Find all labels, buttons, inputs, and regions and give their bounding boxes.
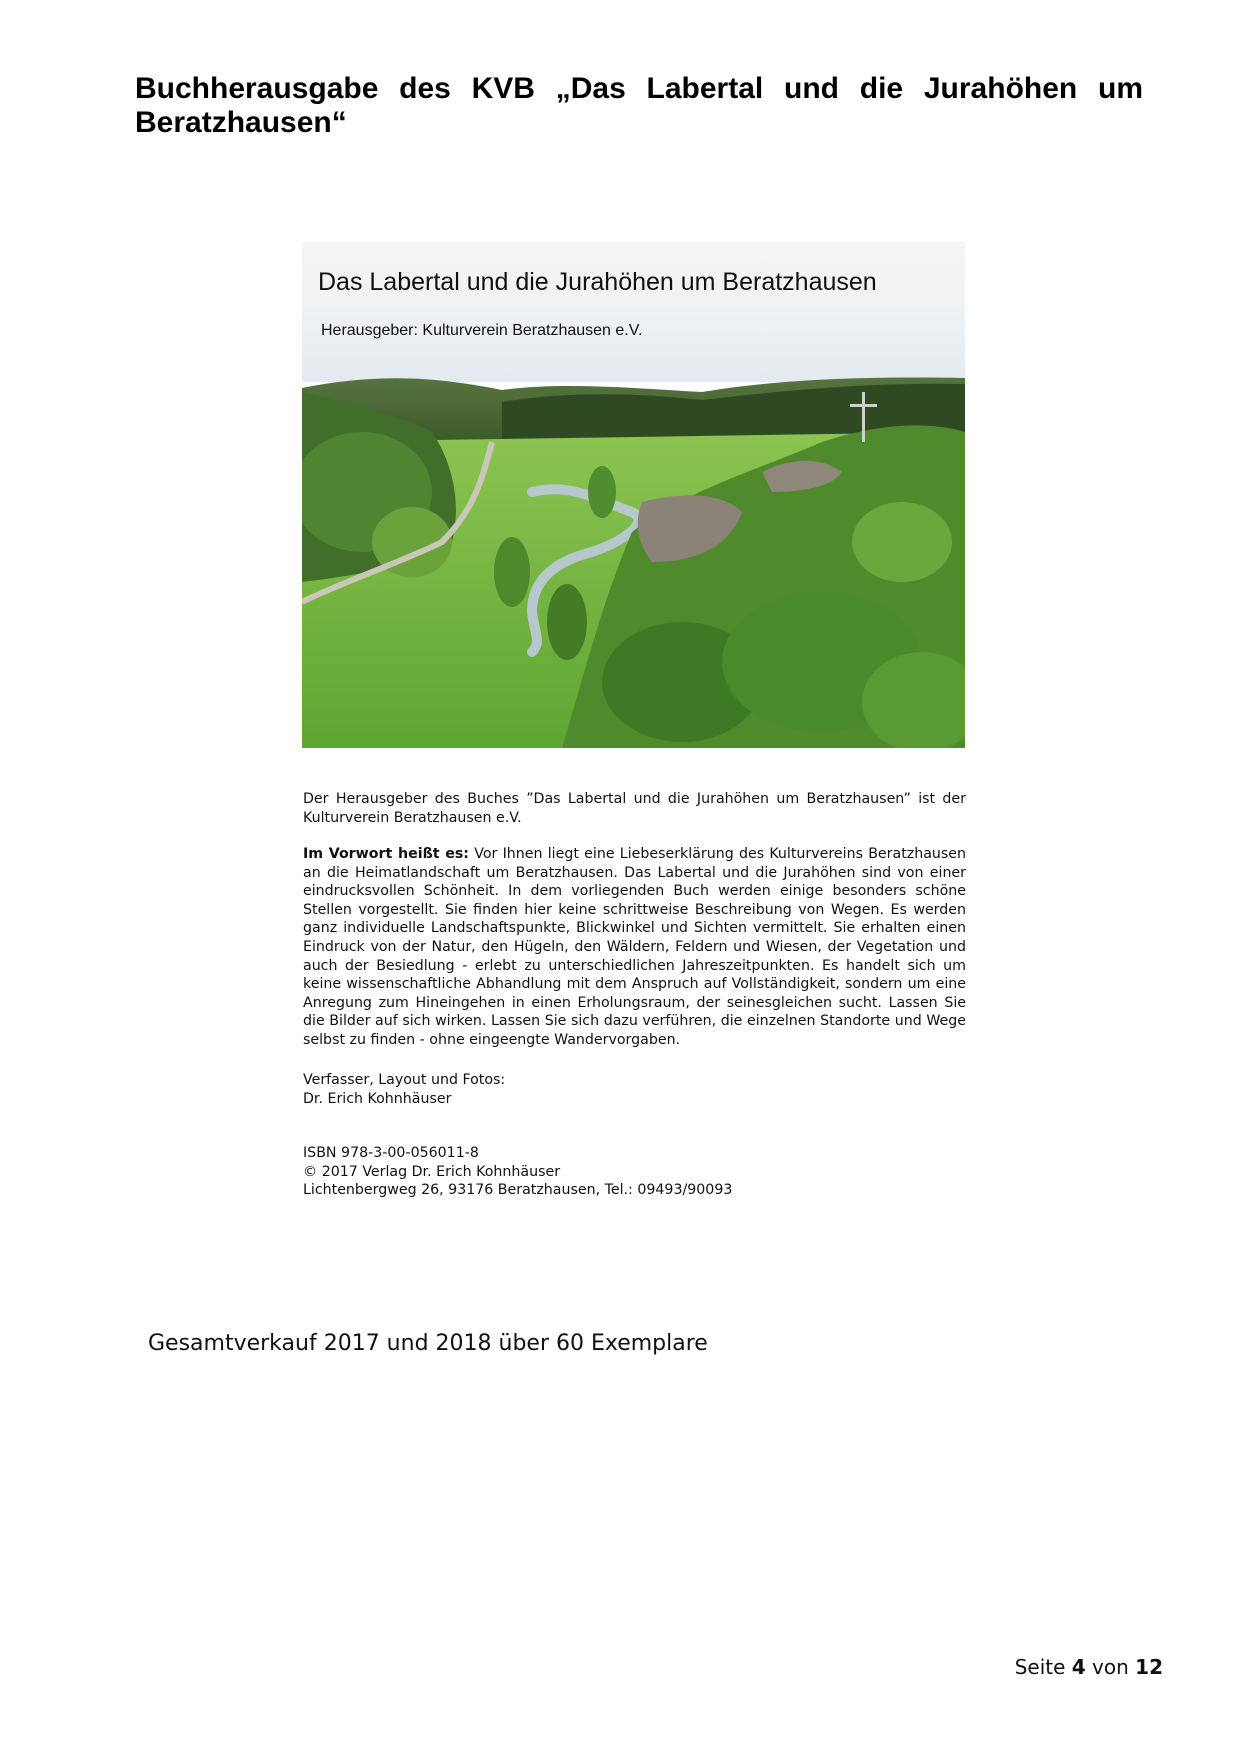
foreword-text: Vor Ihnen liegt eine Liebeserklärung des Kulturvereins Beratzhausen an die Heimatlandschaft um Beratzhausen. Das Labertal und die Jurahöhen sind von einer eindrucksvollen Schönheit. In dem vorliegenden Buch werden einige besonders schöne Stellen vorgestellt. Sie finden hier keine schrittweise Beschreibung von Wegen. Es werden ganz individuelle Landschaftspunkte, Blickwinkel und Sichten vermittelt. Sie erhalten einen Eindruck von der Natur, den Hügeln, den Wäldern, Feldern und Wiesen, der Vegetation und auch der Besiedlung - erlebt zu unterschiedlichen Jahreszeitpunkten. Es handelt sich um keine wissenschaftliche Abhandlung mit dem Anspruch auf Vollständigkeit, sondern um eine Anregung zum Hineingehen in einen Erholungsraum, der seinesgleichen sucht. Lassen Sie die Bilder auf sich wirken. Lassen Sie sich dazu verführen, die einzelnen Standorte und Wege selbst zu finden - ohne eingeengte Wandervorgaben. — [303, 846, 966, 1048]
page-prefix: Seite — [1014, 1655, 1072, 1679]
page-heading: Buchherausgabe des KVB „Das Labertal und die Jurahöhen um Beratzhausen“ — [135, 72, 1143, 139]
credits-name: Dr. Erich Kohnhäuser — [303, 1090, 452, 1107]
landscape-photo — [302, 242, 965, 748]
credits-block — [303, 1071, 966, 1108]
copyright: © 2017 Verlag Dr. Erich Kohnhäuser — [303, 1163, 561, 1180]
intro-paragraph: Der Herausgeber des Buches ”Das Labertal und die Jurahöhen um Beratzhausen” ist der Kulturverein Beratzhausen e.V. — [303, 791, 966, 826]
address: Lichtenbergweg 26, 93176 Beratzhausen, Tel.: 09493/90093 — [303, 1182, 733, 1199]
total-pages: 12 — [1135, 1655, 1163, 1679]
cover-publisher: Herausgeber: Kulturverein Beratzhausen e.V. — [321, 322, 643, 339]
foreword-label: Im Vorwort heißt es: — [303, 846, 469, 862]
imprint-block — [303, 1144, 966, 1200]
page-middle: von — [1085, 1655, 1136, 1679]
page-number — [1015, 1655, 1163, 1679]
cover-title: Das Labertal und die Jurahöhen um Beratzhausen — [318, 268, 877, 296]
sales-note: Gesamtverkauf 2017 und 2018 über 60 Exemplare — [148, 1331, 708, 1356]
isbn: ISBN 978-3-00-056011-8 — [303, 1145, 479, 1161]
book-cover — [302, 242, 965, 748]
current-page: 4 — [1071, 1655, 1086, 1679]
credits-label: Verfasser, Layout und Fotos: — [303, 1072, 506, 1088]
foreword-paragraph — [303, 845, 966, 1050]
